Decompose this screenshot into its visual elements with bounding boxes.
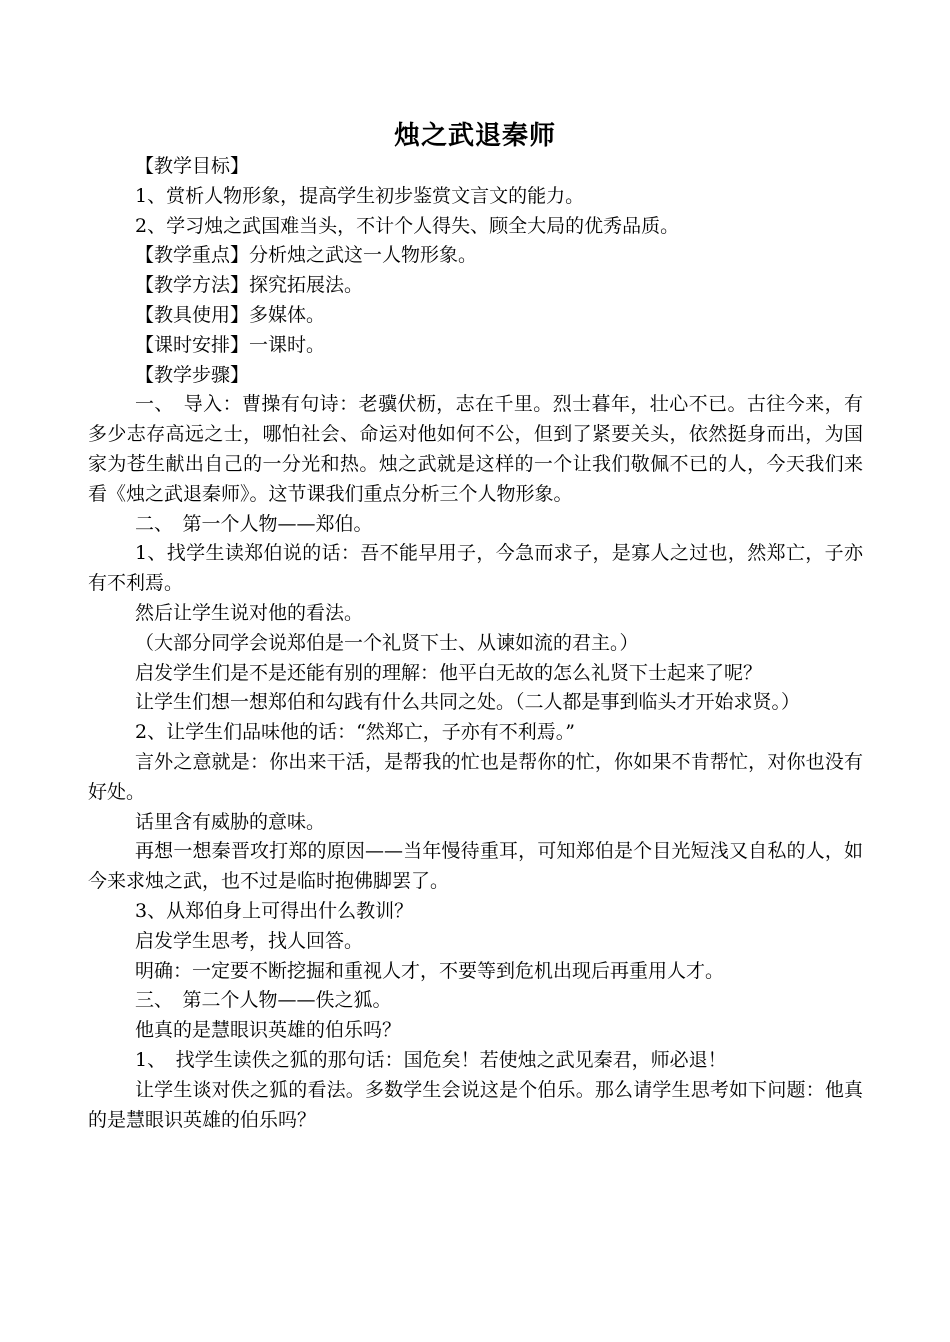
paragraph: 【教学步骤】 (135, 363, 250, 386)
paragraph: 三、 第二个人物——佚之狐。 (135, 989, 392, 1012)
paragraph: 【教学重点】分析烛之武这一人物形象。 (135, 244, 478, 267)
paragraph: 【教学方法】探究拓展法。 (135, 274, 364, 297)
paragraph: 【课时安排】一课时。 (135, 333, 326, 356)
paragraph: 【教学目标】 (135, 155, 250, 177)
paragraph: 言外之意就是：你出来干活，是帮我的忙也是帮你的忙，你如果不肯帮忙，对你也没有好处。 (88, 750, 863, 803)
paragraph: 再想一想秦晋攻打郑的原因——当年慢待重耳，可知郑伯是个目光短浅又自私的人，如今来求烛之武，也不过是临时抱佛脚罢了。 (88, 840, 863, 893)
paragraph: 他真的是慧眼识英雄的伯乐吗？ (135, 1019, 402, 1042)
paragraph: 2、让学生们品味他的话：“然郑亡，子亦有不利焉。” (135, 721, 576, 744)
paragraph: 1、找学生读郑伯说的话：吾不能早用子，今急而求子，是寡人之过也，然郑亡，子亦有不利焉。 (88, 542, 863, 595)
paragraph: 启发学生思考，找人回答。 (135, 929, 364, 952)
paragraph: 1、 找学生读佚之狐的那句话：国危矣！若使烛之武见秦君，师必退！ (135, 1048, 727, 1071)
paragraph: 话里含有威胁的意味。 (135, 810, 326, 833)
document-body (88, 152, 863, 1135)
paragraph: 【教具使用】多媒体。 (135, 303, 326, 326)
paragraph: 启发学生们是不是还能有别的理解：他平白无故的怎么礼贤下士起来了呢？ (135, 661, 763, 684)
paragraph: 然后让学生说对他的看法。 (135, 601, 364, 624)
paragraph: 3、从郑伯身上可得出什么教训？ (135, 899, 414, 922)
paragraph: 二、 第一个人物——郑伯。 (135, 512, 373, 535)
paragraph: 一、 导入：曹操有句诗：老骥伏枥，志在千里。烈士暮年，壮心不已。古往今来，有多少志存高远之士，哪怕社会、命运对他如何不公，但到了紧要关头，依然挺身而出，为国家为苍生献出自己的一分光和热。烛之武就是这样的一个让我们敬佩不已的人，今天我们来看《烛之武退秦师》。这节课我们重点分析三个人物形象。 (88, 393, 863, 505)
paragraph: 让学生谈对佚之狐的看法。多数学生会说这是个伯乐。那么请学生思考如下问题：他真的是慧眼识英雄的伯乐吗？ (88, 1078, 863, 1131)
paragraph: 让学生们想一想郑伯和勾践有什么共同之处。（二人都是事到临头才开始求贤。） (135, 691, 801, 714)
document-title: 烛之武退秦师 (393, 121, 556, 151)
paragraph: （大部分同学会说郑伯是一个礼贤下士、从谏如流的君主。） (135, 631, 639, 654)
paragraph: 明确：一定要不断挖掘和重视人才，不要等到危机出现后再重用人才。 (135, 959, 725, 982)
paragraph: 2、学习烛之武国难当头，不计个人得失、顾全大局的优秀品质。 (135, 214, 680, 237)
paragraph: 1、赏析人物形象，提高学生初步鉴赏文言文的能力。 (135, 184, 585, 207)
